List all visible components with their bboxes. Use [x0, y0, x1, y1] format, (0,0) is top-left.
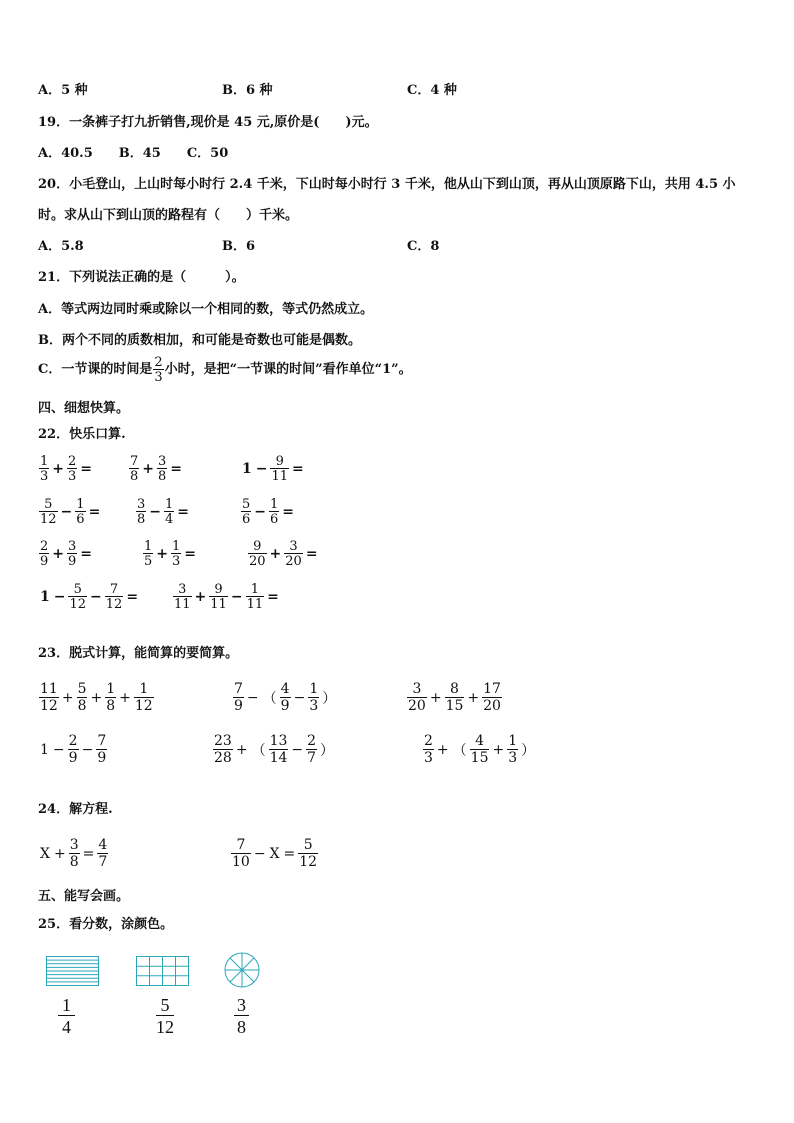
fraction-denominator: 3 — [424, 750, 433, 766]
fraction-denominator: 20 — [483, 698, 501, 714]
equals-sign: = — [282, 504, 295, 520]
operator: + — [142, 461, 155, 477]
q23-expression-b — [232, 682, 338, 714]
q21-option-b: B．两个不同的质数相加，和可能是奇数也可能是偶数。 — [38, 333, 361, 348]
q20-line2: 时。求从山下到山顶的路程有（ ）千米。 — [38, 208, 299, 223]
section5-heading: 五、能写会画。 — [38, 889, 130, 904]
fraction — [105, 583, 124, 611]
fraction-denominator: 6 — [242, 512, 251, 527]
fraction — [77, 682, 88, 714]
fraction-denominator: 12 — [40, 512, 57, 527]
q23-expression-a — [38, 682, 155, 714]
fraction-numerator: 3 — [137, 497, 146, 512]
fraction-denominator: 11 — [174, 597, 191, 612]
fraction-denominator: 9 — [280, 698, 290, 714]
fraction-numerator: 17 — [483, 681, 501, 697]
fraction-denominator: 8 — [77, 698, 87, 714]
expr-token: − — [293, 690, 306, 706]
fraction — [231, 838, 251, 870]
section4-heading: 四、细想快算。 — [38, 401, 130, 416]
fraction-numerator: 7 — [109, 582, 119, 597]
fraction-numerator: 2 — [40, 539, 49, 554]
fraction — [482, 682, 502, 714]
q22-expression — [172, 583, 281, 611]
expr-token: 1 — [40, 742, 49, 758]
fraction-denominator: 12 — [105, 597, 123, 612]
paren: （ — [262, 691, 277, 707]
equals-sign: = — [88, 504, 101, 520]
q23-title: 23．脱式计算，能简算的要简算。 — [38, 646, 239, 661]
paren: ） — [521, 743, 536, 759]
fraction — [284, 540, 303, 568]
expr-token: − — [81, 742, 94, 758]
fraction-denominator: 7 — [307, 750, 317, 766]
q18-option-b: B．6 种 — [222, 83, 273, 98]
fraction-denominator: 15 — [445, 698, 464, 714]
fraction-numerator: 8 — [450, 681, 459, 697]
operator: − — [90, 589, 102, 605]
expr-token: + — [119, 690, 131, 706]
fraction — [470, 734, 490, 766]
expr-token: + — [53, 846, 66, 862]
q20-line1: 20．小毛登山，上山时每小时行 2.4 千米，下山时每小时行 3 千米，他从山下到山顶，再从山顶原路下山，共用 4.5 小 — [38, 177, 736, 192]
expr-token: − — [291, 742, 304, 758]
q20-option-b: B．6 — [222, 239, 256, 254]
fraction-denominator: 9 — [97, 750, 107, 766]
q23-expression-e — [212, 734, 336, 766]
equals-sign: = — [80, 461, 93, 477]
expr-token: + — [235, 742, 248, 758]
fraction-denominator: 9 — [234, 698, 243, 714]
fraction — [306, 734, 317, 766]
fraction-numerator: 5 — [303, 837, 313, 853]
fraction — [407, 682, 427, 714]
fraction-numerator: 1 — [144, 539, 153, 554]
expr-token: = — [283, 846, 296, 862]
fraction-numerator: 3 — [178, 582, 187, 597]
q25-fraction-3 — [234, 995, 249, 1037]
fraction-numerator: 13 — [269, 733, 288, 749]
fraction-denominator: 3 — [40, 469, 49, 484]
fraction-numerator: 5 — [73, 582, 82, 597]
fraction-numerator: 1 — [40, 454, 49, 469]
fraction-numerator: 1 — [139, 681, 149, 697]
operator: − — [230, 589, 243, 605]
fraction-denominator: 14 — [269, 750, 288, 766]
fraction — [164, 498, 174, 526]
fraction-numerator: 7 — [130, 454, 139, 469]
fraction — [69, 838, 80, 870]
q22-title: 22．快乐口算. — [38, 427, 126, 442]
expr-token: − — [253, 846, 266, 862]
fraction-denominator: 28 — [214, 750, 232, 766]
fraction-numerator: 3 — [158, 454, 167, 469]
fraction — [39, 455, 49, 483]
fraction-denominator: 11 — [271, 469, 289, 484]
q20-option-c: C．8 — [407, 239, 440, 254]
fraction-denominator: 8 — [106, 698, 116, 714]
expr-token: = — [82, 846, 95, 862]
q25-fraction-2 — [156, 995, 174, 1037]
fraction-denominator: 8 — [158, 469, 167, 484]
fraction-numerator: 7 — [236, 837, 246, 853]
q22-expression — [240, 498, 296, 526]
equals-sign: = — [292, 461, 304, 477]
expr-token: X — [269, 846, 280, 862]
expr-token: + — [61, 690, 74, 706]
paren: （ — [251, 743, 266, 759]
paren: ） — [322, 691, 337, 707]
fraction-denominator: 12 — [69, 597, 87, 612]
fraction-denominator: 11 — [246, 597, 264, 612]
fraction-numerator: 2 — [424, 733, 433, 749]
fraction-denominator: 12 — [134, 698, 153, 714]
fraction-numerator: 23 — [214, 733, 232, 749]
q25-fraction-1 — [58, 995, 75, 1037]
operator: + — [194, 589, 207, 605]
fraction-denominator: 20 — [408, 698, 426, 714]
fraction-numerator: 1 — [270, 497, 279, 512]
fraction-numerator: 4 — [475, 733, 485, 749]
fraction — [280, 682, 291, 714]
fraction-numerator: 5 — [77, 681, 87, 697]
fraction-denominator: 8 — [137, 512, 146, 527]
fraction-numerator: 3 — [412, 681, 422, 697]
fraction-numerator: 1 — [76, 497, 85, 512]
fraction — [105, 682, 116, 714]
fraction — [248, 540, 267, 568]
fraction-numerator: 2 — [307, 733, 317, 749]
fraction — [507, 734, 518, 766]
operator: + — [156, 546, 169, 562]
fraction — [39, 682, 59, 714]
operator: + — [52, 461, 65, 477]
fraction-numerator: 1 — [508, 733, 518, 749]
whole-number: 1 — [40, 589, 50, 605]
fraction-denominator: 9 — [40, 554, 49, 569]
equals-sign: = — [177, 504, 190, 520]
equals-sign: = — [305, 546, 318, 562]
fraction-denominator: 10 — [232, 854, 250, 870]
q22-expression — [38, 498, 102, 526]
fraction — [171, 540, 181, 568]
fraction-denominator: 8 — [69, 854, 79, 870]
fraction — [75, 498, 85, 526]
whole-number: 1 — [242, 461, 252, 477]
fraction — [308, 682, 319, 714]
expr-token: + — [90, 690, 103, 706]
expr-token: + — [436, 742, 449, 758]
expr-token: − — [246, 690, 259, 706]
fraction-numerator: 1 — [250, 582, 259, 597]
operator: − — [60, 504, 73, 520]
fraction-numerator: 3 — [68, 539, 77, 554]
fraction — [68, 583, 87, 611]
fraction-numerator: 2 — [154, 355, 163, 370]
q21-option-c — [38, 356, 412, 384]
fraction-numerator: 2 — [68, 454, 77, 469]
fraction — [67, 540, 77, 568]
fraction-denominator: 4 — [165, 512, 174, 527]
q20-option-a: A．5.8 — [38, 239, 84, 254]
fraction-denominator: 6 — [270, 512, 279, 527]
q18-option-c: C．4 种 — [407, 83, 457, 98]
fraction-denominator: 20 — [285, 554, 302, 569]
operator: − — [255, 461, 268, 477]
fraction — [246, 583, 265, 611]
fraction-numerator: 1 — [309, 681, 319, 697]
fraction — [129, 455, 139, 483]
fraction-numerator: 1 — [172, 539, 181, 554]
q21-option-a: A．等式两边同时乘或除以一个相同的数，等式仍然成立。 — [38, 302, 374, 317]
fraction — [213, 734, 233, 766]
fraction-numerator: 3 — [237, 995, 246, 1015]
fraction — [445, 682, 465, 714]
fraction — [423, 734, 434, 766]
fraction-denominator: 5 — [144, 554, 153, 569]
fraction-denominator: 12 — [156, 1017, 174, 1037]
fraction-numerator: 5 — [44, 497, 53, 512]
fraction-denominator: 9 — [68, 750, 78, 766]
q23-expression-d — [38, 734, 108, 766]
q21-option-c-post: 小时，是把“一节课的时间”看作单位“1”。 — [164, 362, 412, 377]
fraction — [96, 734, 107, 766]
operator: − — [254, 504, 267, 520]
q21-option-c-fraction — [153, 356, 163, 384]
fraction-numerator: 9 — [253, 539, 262, 554]
fraction-denominator: 3 — [309, 698, 319, 714]
fraction — [173, 583, 192, 611]
circle-eighths-figure[interactable] — [223, 951, 261, 989]
fraction-denominator: 20 — [249, 554, 266, 569]
operator: − — [149, 504, 162, 520]
fraction — [269, 734, 289, 766]
rectangle-grid-figure[interactable] — [136, 956, 190, 988]
q18-option-a: A．5 种 — [38, 83, 88, 98]
expr-token: X — [40, 846, 50, 862]
fraction-numerator: 7 — [234, 681, 243, 697]
fraction-numerator: 11 — [40, 681, 58, 697]
fraction-numerator: 7 — [97, 733, 107, 749]
operator: + — [269, 546, 282, 562]
fraction-denominator: 3 — [154, 370, 163, 385]
fraction-denominator: 9 — [68, 554, 77, 569]
q19-stem: 19．一条裤子打九折销售,现价是 45 元,原价是( )元。 — [38, 115, 378, 130]
fraction-numerator: 1 — [62, 995, 71, 1015]
expr-token: − — [52, 742, 65, 758]
q22-expression — [247, 540, 320, 568]
fraction — [270, 455, 289, 483]
q23-expression-c — [406, 682, 503, 714]
fraction-numerator: 2 — [68, 733, 78, 749]
fraction — [143, 540, 153, 568]
fraction — [209, 583, 228, 611]
fraction — [39, 498, 58, 526]
expr-token: + — [467, 690, 480, 706]
fraction-numerator: 9 — [275, 454, 284, 469]
fraction — [298, 838, 318, 870]
equals-sign: = — [126, 589, 139, 605]
fraction-denominator: 3 — [68, 469, 77, 484]
fraction-numerator: 1 — [106, 681, 116, 697]
expr-token: + — [492, 742, 505, 758]
rectangle-eighths-figure[interactable] — [46, 956, 100, 988]
fraction-denominator: 12 — [40, 698, 58, 714]
q22-expression — [128, 455, 184, 483]
fraction-numerator: 1 — [165, 497, 174, 512]
equals-sign: = — [170, 461, 183, 477]
equals-sign: = — [267, 589, 279, 605]
fraction-numerator: 4 — [280, 681, 290, 697]
fraction — [136, 498, 146, 526]
q21-stem: 21．下列说法正确的是（ ）。 — [38, 270, 245, 285]
fraction-numerator: 3 — [289, 539, 298, 554]
equals-sign: = — [80, 546, 93, 562]
fraction-denominator: 11 — [210, 597, 227, 612]
fraction-numerator: 5 — [242, 497, 251, 512]
fraction — [67, 455, 77, 483]
q22-expression — [142, 540, 198, 568]
fraction — [269, 498, 279, 526]
fraction — [97, 838, 108, 870]
fraction-denominator: 6 — [76, 512, 85, 527]
q23-expression-f — [422, 734, 537, 766]
q22-expression — [38, 455, 94, 483]
q19-options: A．40.5 B．45 C．50 — [38, 146, 229, 161]
paren: （ — [452, 743, 467, 759]
q22-expression — [240, 455, 306, 483]
q21-option-c-pre: C．一节课的时间是 — [38, 362, 153, 377]
fraction-numerator: 5 — [160, 995, 170, 1015]
expr-token: + — [429, 690, 442, 706]
q24-equation-1 — [38, 838, 109, 870]
operator: + — [52, 546, 65, 562]
q24-equation-2 — [230, 838, 319, 870]
fraction-denominator: 3 — [172, 554, 181, 569]
fraction — [157, 455, 167, 483]
fraction — [233, 682, 244, 714]
fraction-numerator: 4 — [98, 837, 108, 853]
fraction — [68, 734, 79, 766]
fraction-numerator: 3 — [69, 837, 79, 853]
fraction-denominator: 8 — [234, 1015, 249, 1037]
fraction-denominator: 4 — [58, 1015, 75, 1037]
fraction-denominator: 15 — [470, 750, 489, 766]
fraction — [241, 498, 251, 526]
q22-expression — [38, 540, 94, 568]
equals-sign: = — [184, 546, 197, 562]
fraction — [134, 682, 154, 714]
fraction-denominator: 3 — [508, 750, 518, 766]
fraction-denominator: 8 — [130, 469, 139, 484]
q22-expression — [135, 498, 191, 526]
fraction-denominator: 12 — [299, 854, 318, 870]
q22-expression — [38, 583, 140, 611]
operator: − — [53, 589, 66, 605]
q24-title: 24．解方程. — [38, 802, 113, 817]
fraction-denominator: 7 — [98, 854, 108, 870]
fraction-numerator: 9 — [214, 582, 223, 597]
paren: ） — [320, 743, 335, 759]
fraction — [39, 540, 49, 568]
q25-title: 25．看分数，涂颜色。 — [38, 917, 174, 932]
